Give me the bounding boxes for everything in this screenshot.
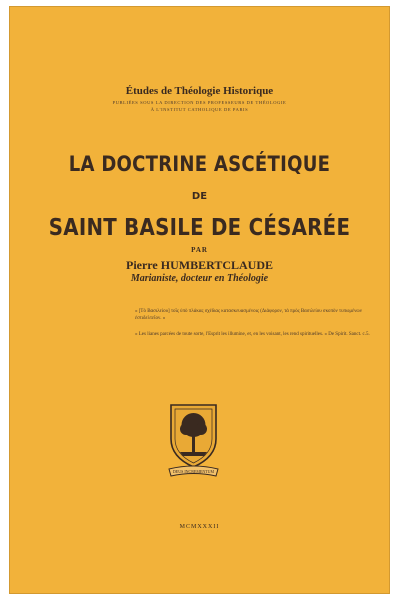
epigraph-french: « Les lianes parcées de toute sorte, l'Esprit les illumine, et, en les voisant, les rend spirituelles. » De Spirit. Sanct. c.5.	[135, 332, 370, 337]
epigraph-greek: « [Τὸ Βασιλείου] τοῖς ὑπὸ πλάκας σχέδιας κατασκευασμένοις (Διάφορον, τὰ πρὸς Βασιλείου σκοπὸν τυπωμένων ἐστιδελτεῖον. »	[135, 309, 362, 321]
series-subtitle-line-2: À L'INSTITUT CATHOLIQUE DE PARIS	[150, 107, 249, 112]
series-title: Études de Théologie Historique	[125, 85, 274, 97]
publisher-emblem-icon	[166, 401, 221, 479]
emblem-motto: DEUS INCREMENTUM	[172, 468, 215, 474]
book-title-line-2: SAINT BASILE DE CÉSARÉE	[48, 215, 351, 241]
author-role: Marianiste, docteur en Théologie	[130, 273, 269, 284]
publication-date: MCMXXXII	[179, 524, 220, 530]
book-cover	[9, 6, 390, 594]
series-subtitle-line-1: PUBLIÉES SOUS LA DIRECTION DES PROFESSEURS DE THÉOLOGIE	[112, 100, 287, 105]
by-label: PAR	[191, 246, 208, 254]
author-name: Pierre HUMBERTCLAUDE	[125, 258, 273, 272]
book-title-de: DE	[191, 191, 208, 202]
book-title-line-1: LA DOCTRINE ASCÉTIQUE	[68, 152, 331, 176]
